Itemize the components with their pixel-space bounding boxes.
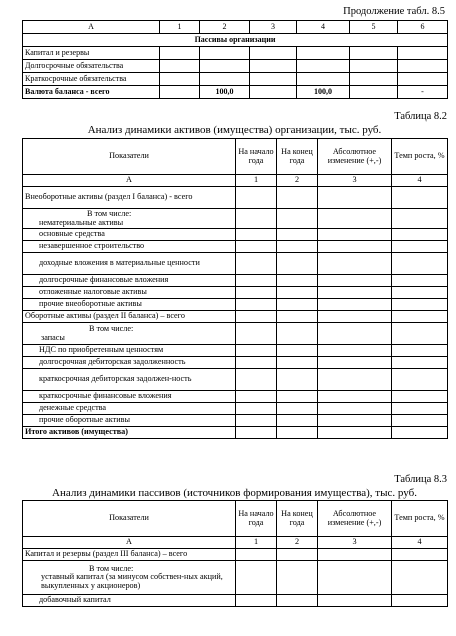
col-index: 1 xyxy=(236,175,277,187)
col-index: 1 xyxy=(236,537,277,549)
section-title: Пассивы организации xyxy=(23,34,448,47)
row-label: добавочный капитал xyxy=(23,595,236,607)
col-a: А xyxy=(23,21,160,34)
cell xyxy=(277,287,318,299)
row-label: основные средства xyxy=(23,229,236,241)
table-row xyxy=(23,209,448,229)
row-label xyxy=(23,561,236,595)
col-header: Показатели xyxy=(23,139,236,175)
cell xyxy=(392,299,448,311)
row-label: Капитал и резервы (раздел III баланса) – всего xyxy=(23,549,236,561)
cell xyxy=(318,241,392,253)
row-label: прочие оборотные активы xyxy=(23,415,236,427)
cell xyxy=(392,561,448,595)
row-label: Внеоборотные активы (раздел I баланса) - всего xyxy=(23,187,236,209)
cell xyxy=(297,73,350,86)
table-row xyxy=(23,60,448,73)
cell xyxy=(236,357,277,369)
table-8-2 xyxy=(22,138,448,439)
table-row xyxy=(23,229,448,241)
row-label: незавершенное строительство xyxy=(23,241,236,253)
row-label: Оборотные активы (раздел II баланса) – всего xyxy=(23,311,236,323)
cell xyxy=(236,311,277,323)
cell xyxy=(318,357,392,369)
cell xyxy=(392,369,448,391)
row-label: краткосрочные финансовые вложения xyxy=(23,391,236,403)
cell xyxy=(236,299,277,311)
row-label xyxy=(23,209,236,229)
col-header: Показатели xyxy=(23,501,236,537)
cell xyxy=(318,549,392,561)
table-header-row xyxy=(23,139,448,175)
cell xyxy=(392,229,448,241)
table-8-3-title: Анализ динамики пассивов (источников формирования имущества), тыс. руб. xyxy=(52,487,417,499)
cell xyxy=(277,391,318,403)
cell xyxy=(236,323,277,345)
cell xyxy=(392,311,448,323)
cell xyxy=(318,253,392,275)
col-3: 3 xyxy=(250,21,297,34)
cell xyxy=(277,299,318,311)
cell xyxy=(318,427,392,439)
table-row xyxy=(23,357,448,369)
cell xyxy=(392,357,448,369)
row-label: Валюта баланса - всего xyxy=(23,86,160,99)
cell xyxy=(392,253,448,275)
table-header-row xyxy=(23,501,448,537)
cell xyxy=(277,253,318,275)
cell xyxy=(398,73,448,86)
cell xyxy=(160,86,200,99)
col-index: А xyxy=(23,175,236,187)
row-label: Капитал и резервы xyxy=(23,47,160,60)
cell xyxy=(236,229,277,241)
col-header: Абсолютное изменение (+,-) xyxy=(318,139,392,175)
col-index: 4 xyxy=(392,537,448,549)
cell xyxy=(250,47,297,60)
section-row xyxy=(23,34,448,47)
col-index: 2 xyxy=(277,537,318,549)
table-row xyxy=(23,287,448,299)
cell xyxy=(200,60,250,73)
row-label: Итого активов (имущества) xyxy=(23,427,236,439)
table-row xyxy=(23,323,448,345)
table-row xyxy=(23,241,448,253)
cell xyxy=(277,187,318,209)
cell xyxy=(318,275,392,287)
cell xyxy=(236,253,277,275)
cell xyxy=(392,549,448,561)
cell xyxy=(277,241,318,253)
row-label: Долгосрочные обязательства xyxy=(23,60,160,73)
cell xyxy=(350,60,398,73)
cell xyxy=(250,86,297,99)
cell xyxy=(277,415,318,427)
cell xyxy=(392,345,448,357)
table-row xyxy=(23,73,448,86)
cell xyxy=(392,415,448,427)
cell xyxy=(318,403,392,415)
cell xyxy=(236,403,277,415)
cell xyxy=(277,369,318,391)
table-row xyxy=(23,299,448,311)
row-label: Краткосрочные обязательства xyxy=(23,73,160,86)
cell xyxy=(392,209,448,229)
cell xyxy=(277,549,318,561)
cell xyxy=(318,187,392,209)
row-label: краткосрочная дебиторская задолжен-ность xyxy=(23,369,236,391)
cell xyxy=(392,275,448,287)
cell xyxy=(160,73,200,86)
col-header: Темп роста, % xyxy=(392,139,448,175)
table-row xyxy=(23,391,448,403)
table-row xyxy=(23,403,448,415)
cell xyxy=(277,595,318,607)
row-label-sub: В том числе: xyxy=(89,563,134,573)
cell xyxy=(236,561,277,595)
row-label: НДС по приобретенным ценностям xyxy=(23,345,236,357)
col-5: 5 xyxy=(350,21,398,34)
cell xyxy=(318,299,392,311)
cell xyxy=(277,561,318,595)
cell xyxy=(277,427,318,439)
table-8-2-number: Таблица 8.2 xyxy=(394,111,447,122)
table-row xyxy=(23,187,448,209)
cell xyxy=(392,287,448,299)
cell xyxy=(277,403,318,415)
cell xyxy=(236,187,277,209)
col-header: Абсолютное изменение (+,-) xyxy=(318,501,392,537)
cell xyxy=(277,229,318,241)
table-row xyxy=(23,311,448,323)
table-row xyxy=(23,345,448,357)
cell: 100,0 xyxy=(200,86,250,99)
table-row xyxy=(23,47,448,60)
table-row xyxy=(23,369,448,391)
cell xyxy=(277,311,318,323)
table-row xyxy=(23,275,448,287)
cell xyxy=(277,323,318,345)
col-index: 4 xyxy=(392,175,448,187)
table-8-3 xyxy=(22,500,448,607)
cell xyxy=(200,73,250,86)
table-row xyxy=(23,549,448,561)
cell xyxy=(392,323,448,345)
row-label: долгосрочная дебиторская задолженность xyxy=(23,357,236,369)
cell xyxy=(236,391,277,403)
cell xyxy=(392,187,448,209)
cell xyxy=(250,60,297,73)
row-label: долгосрочные финансовые вложения xyxy=(23,275,236,287)
col-header: На конец года xyxy=(277,501,318,537)
table-row-total xyxy=(23,427,448,439)
cell xyxy=(350,73,398,86)
table-row-total xyxy=(23,86,448,99)
row-label: прочие внеоборотные активы xyxy=(23,299,236,311)
cell xyxy=(160,47,200,60)
table-8-5-continuation xyxy=(22,20,448,99)
continuation-caption: Продолжение табл. 8.5 xyxy=(343,6,445,17)
table-index-row xyxy=(23,537,448,549)
cell xyxy=(236,209,277,229)
col-header: На начало года xyxy=(236,139,277,175)
row-label: денежные средства xyxy=(23,403,236,415)
cell: 100,0 xyxy=(297,86,350,99)
cell xyxy=(392,427,448,439)
cell xyxy=(236,427,277,439)
col-header: На начало года xyxy=(236,501,277,537)
table-8-2-title: Анализ динамики активов (имущества) организации, тыс. руб. xyxy=(87,124,382,136)
cell xyxy=(318,415,392,427)
cell xyxy=(398,60,448,73)
col-4: 4 xyxy=(297,21,350,34)
cell xyxy=(392,241,448,253)
row-label-sub: В том числе: xyxy=(87,208,132,218)
table-8-3-number: Таблица 8.3 xyxy=(394,474,447,485)
row-label xyxy=(23,323,236,345)
cell xyxy=(277,209,318,229)
cell xyxy=(236,549,277,561)
cell: - xyxy=(398,86,448,99)
cell xyxy=(236,345,277,357)
col-1: 1 xyxy=(160,21,200,34)
cell xyxy=(350,47,398,60)
row-label-sub: В том числе: xyxy=(89,323,134,333)
cell xyxy=(277,345,318,357)
col-2: 2 xyxy=(200,21,250,34)
cell xyxy=(318,345,392,357)
col-header: Темп роста, % xyxy=(392,501,448,537)
cell xyxy=(297,47,350,60)
cell xyxy=(200,47,250,60)
cell xyxy=(318,595,392,607)
row-label: доходные вложения в материальные ценности xyxy=(23,253,236,275)
col-index: 2 xyxy=(277,175,318,187)
cell xyxy=(236,595,277,607)
cell xyxy=(236,275,277,287)
cell xyxy=(236,287,277,299)
table-row xyxy=(23,253,448,275)
cell xyxy=(392,595,448,607)
cell xyxy=(318,287,392,299)
cell xyxy=(236,369,277,391)
cell xyxy=(318,323,392,345)
cell xyxy=(236,415,277,427)
cell xyxy=(392,391,448,403)
cell xyxy=(250,73,297,86)
col-header: На конец года xyxy=(277,139,318,175)
row-label-sub: нематериальные активы xyxy=(39,217,124,227)
cell xyxy=(277,275,318,287)
cell xyxy=(277,357,318,369)
cell xyxy=(398,47,448,60)
table-row xyxy=(23,595,448,607)
cell xyxy=(318,561,392,595)
cell xyxy=(318,311,392,323)
cell xyxy=(297,60,350,73)
col-index: 3 xyxy=(318,537,392,549)
row-label: отложенные налоговые активы xyxy=(23,287,236,299)
col-index: А xyxy=(23,537,236,549)
table-row xyxy=(23,415,448,427)
cell xyxy=(350,86,398,99)
cell xyxy=(318,369,392,391)
table-index-row xyxy=(23,175,448,187)
cell xyxy=(392,403,448,415)
table-row xyxy=(23,561,448,595)
cell xyxy=(236,241,277,253)
col-index: 3 xyxy=(318,175,392,187)
row-label-sub: запасы xyxy=(41,332,65,342)
cell xyxy=(160,60,200,73)
cell xyxy=(318,229,392,241)
table-header-row xyxy=(23,21,448,34)
cell xyxy=(318,209,392,229)
col-6: 6 xyxy=(398,21,448,34)
cell xyxy=(318,391,392,403)
row-label-sub: уставный капитал (за минусом собствен-ных акций, выкупленных у акционеров) xyxy=(41,572,223,590)
